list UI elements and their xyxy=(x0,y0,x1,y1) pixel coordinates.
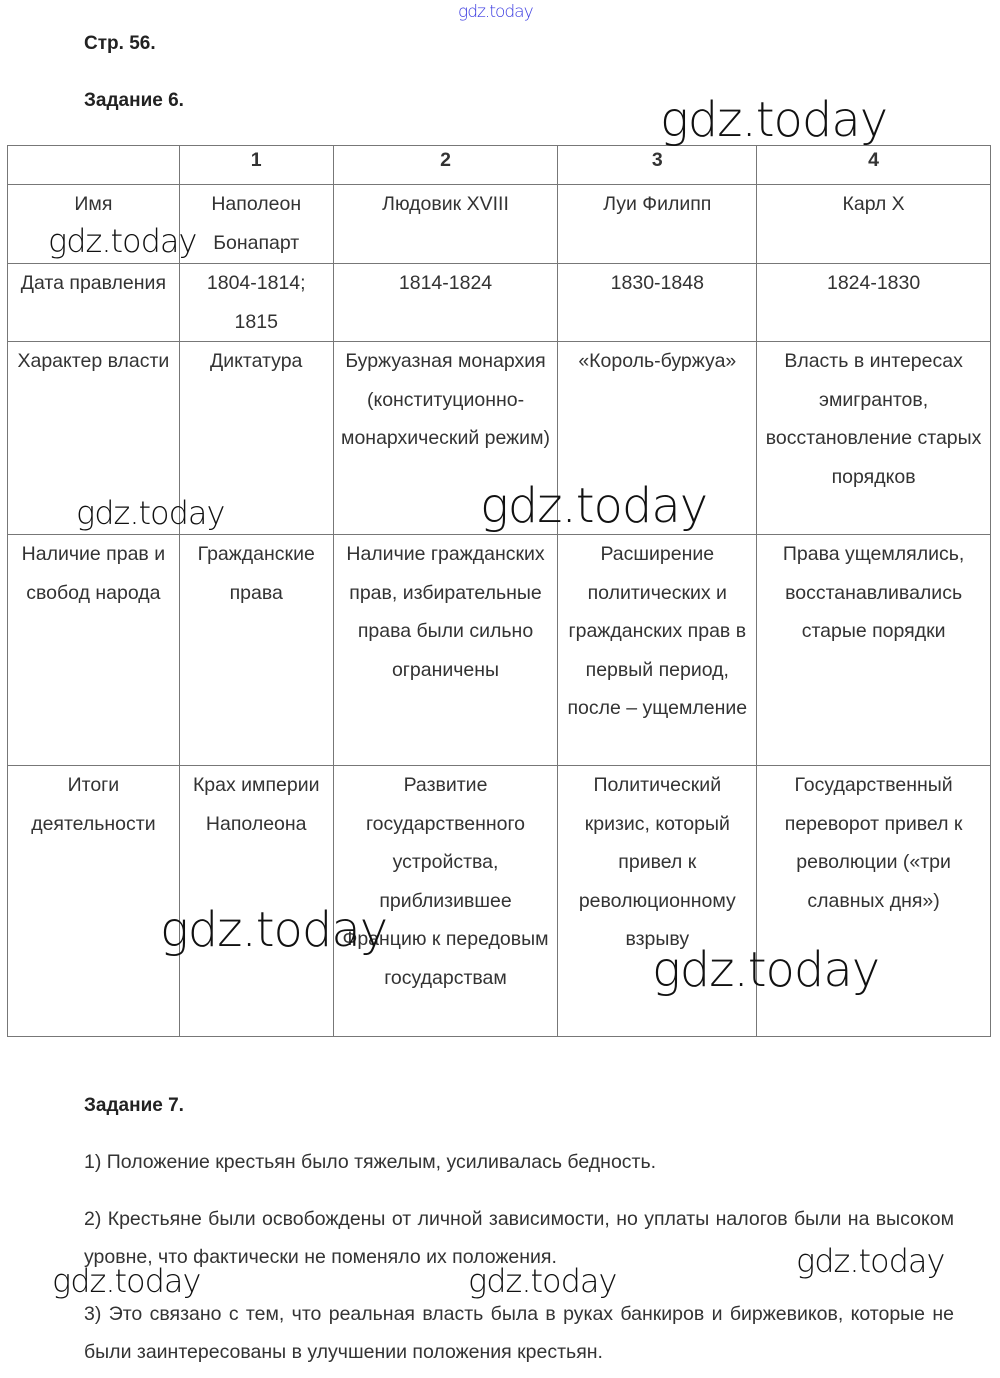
table-cell: Политический кризис, который привел к революционному взрыву xyxy=(558,766,757,1037)
table-cell: 1824-1830 xyxy=(757,264,991,342)
watermark: gdz.today xyxy=(76,494,225,532)
table-cell: «Король-буржуа» xyxy=(558,342,757,535)
table-cell: Характер власти xyxy=(8,342,180,535)
table-cell: Развитие государственного устройства, приблизившее Францию к передовым государствам xyxy=(333,766,558,1037)
page-label: Стр. 56. xyxy=(84,33,156,54)
header-cell xyxy=(8,146,180,185)
task7-answer-3: 3) Это связано с тем, что реальная власть была в руках банкиров и биржевиков, которые не были заинтересованы в улучшении положения крестьян. xyxy=(84,1303,954,1363)
watermark: gdz.today xyxy=(48,222,197,260)
table-cell: Итоги деятельности xyxy=(8,766,180,1037)
table-cell: Наличие прав и свобод народа xyxy=(8,535,180,766)
rulers-table xyxy=(7,145,991,1037)
header-cell: 3 xyxy=(558,146,757,185)
table-cell: Диктатура xyxy=(179,342,333,535)
table-cell: Гражданские права xyxy=(179,535,333,766)
watermark: gdz.today xyxy=(160,902,388,958)
table-cell: Карл X xyxy=(757,185,991,264)
watermark: gdz.today xyxy=(480,478,708,534)
task7-answer-1: 1) Положение крестьян было тяжелым, усиливалась бедность. xyxy=(84,1151,657,1173)
watermark: gdz.today xyxy=(660,92,888,148)
task7-answer-2: 2) Крестьяне были освобождены от личной зависимости, но уплаты налогов были на высоком уровне, что фактически не поменяло их положения. xyxy=(84,1208,954,1268)
watermark: gdz.today xyxy=(468,1262,617,1300)
header-cell: 1 xyxy=(179,146,333,185)
table-cell: Наполеон Бонапарт xyxy=(179,185,333,264)
table-cell: Расширение политических и гражданских прав в первый период, после – ущемление xyxy=(558,535,757,766)
table-cell: Луи Филипп xyxy=(558,185,757,264)
table-cell: Наличие гражданских прав, избирательные права были сильно ограничены xyxy=(333,535,558,766)
table-cell: 1804-1814; 1815 xyxy=(179,264,333,342)
table-cell: 1830-1848 xyxy=(558,264,757,342)
table-row xyxy=(8,264,991,342)
table-cell: Буржуазная монархия (конституционно-монархический режим) xyxy=(333,342,558,535)
table-cell: Людовик XVIII xyxy=(333,185,558,264)
task6-title: Задание 6. xyxy=(84,90,184,111)
watermark: gdz.today xyxy=(458,2,533,22)
table-header-row xyxy=(8,146,991,185)
table-row xyxy=(8,535,991,766)
table-cell: Имя xyxy=(8,185,180,264)
header-cell: 2 xyxy=(333,146,558,185)
table-cell: Государственный переворот привел к революции («три славных дня») xyxy=(757,766,991,1037)
watermark: gdz.today xyxy=(52,1262,201,1300)
watermark: gdz.today xyxy=(652,942,880,998)
header-cell: 4 xyxy=(757,146,991,185)
table-cell: Крах империи Наполеона xyxy=(179,766,333,1037)
table-cell: Дата правления xyxy=(8,264,180,342)
watermark: gdz.today xyxy=(796,1242,945,1280)
task7-title: Задание 7. xyxy=(84,1095,184,1116)
table-cell: Права ущемлялись, восстанавливались старые порядки xyxy=(757,535,991,766)
table-cell: 1814-1824 xyxy=(333,264,558,342)
table-cell: Власть в интересах эмигрантов, восстановление старых порядков xyxy=(757,342,991,535)
